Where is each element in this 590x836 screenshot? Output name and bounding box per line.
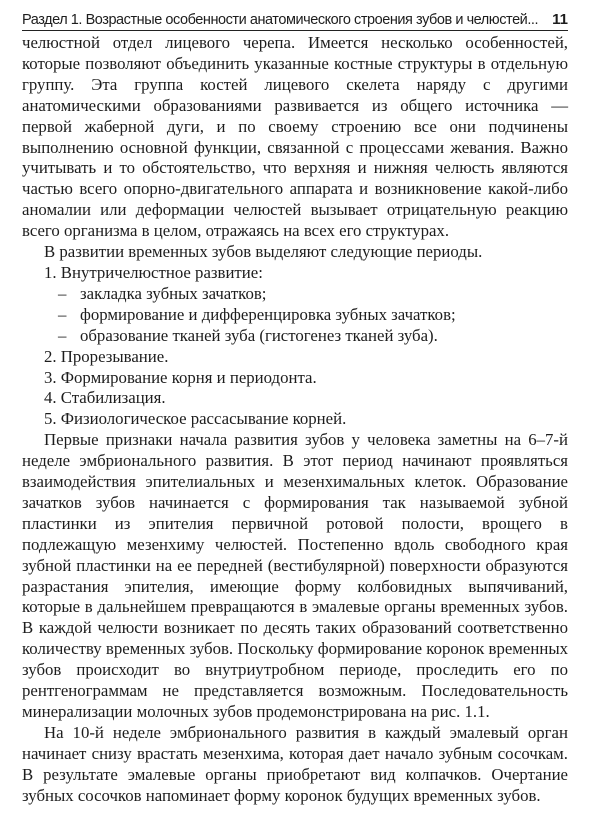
page-number: 11 <box>552 11 568 28</box>
paragraph-3: Первые признаки начала развития зубов у человека заметны на 6–7-й неделе эмбрионального развития. В этот период начинают проявляться взаимодействия эпителиальных и мезенхимальных клеток. Образование зачатков зубов начинается с формирования так называемой зубной пластинки из эпителия первичной ротовой полости, врощего в подлежащую мезенхиму челюстей. Постепенно вдоль свободного края зубной пластинки на ее передней (вестибулярной) поверхности образуются разрастания эпителия, имеющие форму колбовидных выпячиваний, которые в дальнейшем превращаются в эмалевые органы временных зубов. В каждой челюсти возникает по десять таких образований соответственно количеству временных зубов. Поскольку формирование коронок временных зубов происходит во внутриутробном периоде, проследить его по рентгенограммам не представляется возможным. Последовательность минерализации молочных зубов продемонстрирована на рис. 1.1. <box>22 430 568 721</box>
sublist-item-text: закладка зубных зачатков; <box>80 283 267 303</box>
sublist-item <box>22 305 568 326</box>
running-header <box>22 4 568 28</box>
sublist-item <box>22 326 568 347</box>
sublist-item <box>22 284 568 305</box>
list-item: 3. Формирование корня и периодонта. <box>44 367 317 387</box>
paragraph-4: На 10-й неделе эмбрионального развития в каждый эмалевый орган начинает снизу врастать мезенхима, которая дает начало зубным сосочкам. В результате эмалевые органы приобретают вид колпачков. Очертание зубных сосочков напоминает форму коронок будущих временных зубов. <box>22 722 568 805</box>
body-text <box>22 33 568 807</box>
dash-mark: – <box>58 304 67 324</box>
sublist-item-text: формирование и дифференцировка зубных зачатков; <box>80 304 456 324</box>
dash-mark: – <box>58 283 67 303</box>
paragraph-1: челюстной отдел лицевого черепа. Имеется несколько особенностей, которые позволяют объединить указанные костные структуры в отдельную группу. Эта группа костей лицевого скелета наряду с другими анатомическими образованиями развивается из общего источника — первой жаберной дуги, и по своему строению все они подчинены выполнению основной функции, связанной с процессами жевания. Важно учитывать и то обстоятельство, что верхняя и нижняя челюсть являются частью всего опорно-двигательного аппарата и возникновение какой-либо аномалии или деформации челюстей вызывает отрицательную реакцию всего организма в целом, отражаясь на всех его структурах. <box>22 33 568 241</box>
dash-mark: – <box>58 325 67 345</box>
sublist-item-text: образование тканей зуба (гистогенез тканей зуба). <box>80 325 438 345</box>
list-item: 2. Прорезывание. <box>44 346 169 366</box>
list-item: 5. Физиологическое рассасывание корней. <box>44 409 347 429</box>
list-item: 1. Внутричелюстное развитие: <box>44 262 263 282</box>
paragraph-2: В развитии временных зубов выделяют следующие периоды. <box>44 242 483 262</box>
list-item: 4. Стабилизация. <box>44 388 166 408</box>
header-divider <box>22 30 568 31</box>
running-title: Раздел 1. Возрастные особенности анатомического строения зубов и челюстей... <box>22 12 539 28</box>
